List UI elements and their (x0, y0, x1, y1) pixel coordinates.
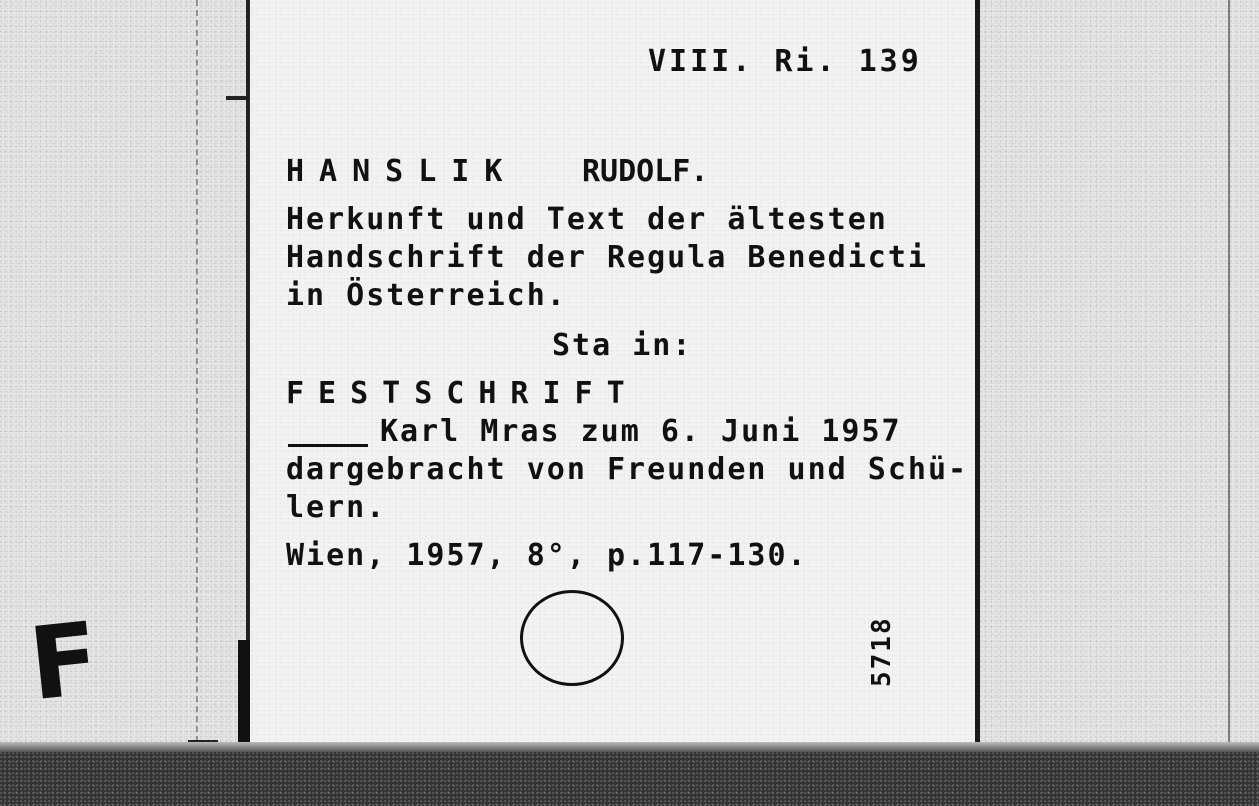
title-line: Herkunft und Text der ältesten (286, 202, 888, 237)
dedication-line: dargebracht von Freunden und Schü- (286, 452, 969, 487)
side-number: 5718 (867, 616, 897, 687)
card-bottom-edge (0, 742, 1259, 752)
author-forename: RUDOLF. (582, 154, 709, 189)
in-label: Sta in: (552, 328, 693, 363)
imprint: Wien, 1957, 8°, p.117-130. (286, 538, 808, 573)
scan-bottom-band (0, 752, 1259, 806)
right-edge-strip (1228, 0, 1230, 752)
dedication-line: Karl Mras zum 6. Juni 1957 (380, 414, 902, 449)
margin-letter: F (24, 599, 105, 724)
ditto-rule (288, 444, 368, 447)
series-title: FESTSCHRIFT (286, 376, 639, 411)
shelfmark: VIII. Ri. 139 (648, 44, 922, 79)
margin-bar (238, 640, 250, 752)
author-surname: HANSLIK (286, 154, 518, 189)
punch-hole (520, 590, 624, 686)
title-line: Handschrift der Regula Benedicti (286, 240, 928, 275)
dedication-line: lern. (286, 490, 387, 525)
title-line: in Österreich. (286, 278, 567, 313)
margin-tick (226, 96, 250, 100)
